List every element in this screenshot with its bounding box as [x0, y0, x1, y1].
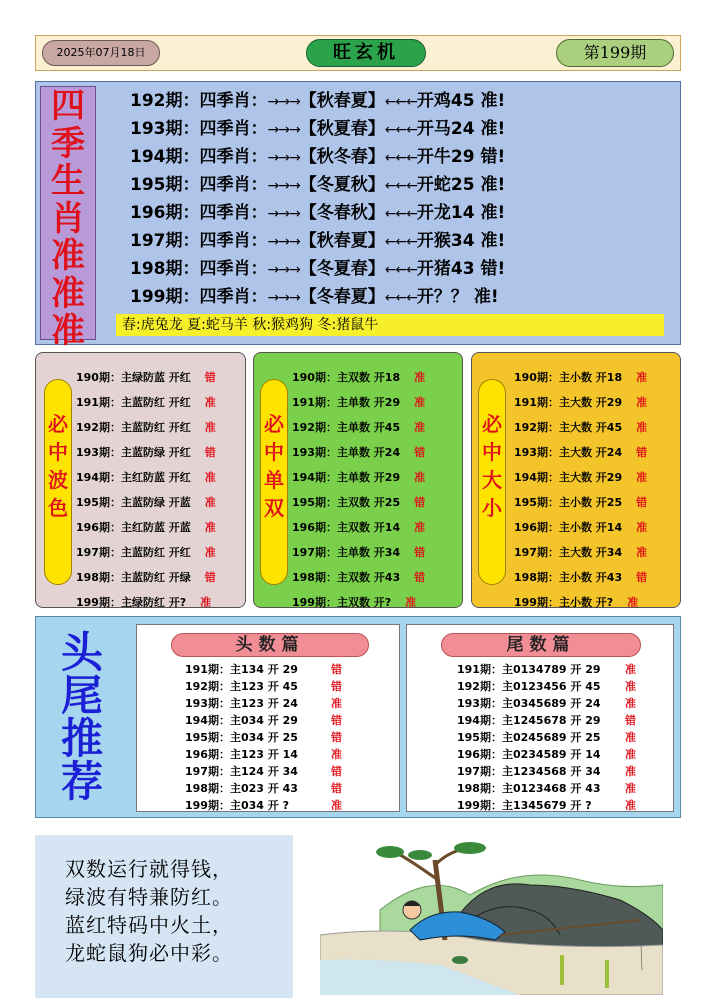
arrow-left-icon: ←←← — [384, 178, 417, 194]
result-row — [514, 465, 680, 490]
result-row-text: 193期：主蓝防绿 开红 — [76, 446, 191, 459]
result-row-verdict: 准 — [636, 521, 648, 534]
side-char: 必 — [48, 412, 68, 436]
season-row-period: 194期：四季肖： — [130, 147, 268, 167]
arrow-left-icon: ←←← — [384, 234, 417, 250]
arrow-right-icon: →→→ — [267, 234, 300, 250]
result-row — [514, 390, 680, 415]
result-row-text: 194期：主大数 开29 — [514, 471, 623, 484]
side-char: 中 — [264, 440, 284, 464]
result-row-verdict: 准 — [200, 596, 212, 609]
result-row — [76, 415, 245, 440]
result-row — [76, 540, 245, 565]
result-row — [292, 540, 462, 565]
result-row-text: 197期：主蓝防红 开红 — [76, 546, 191, 559]
result-row — [292, 515, 462, 540]
ht-row-verdict: 错 — [331, 680, 342, 693]
result-row-text: 191期：主蓝防红 开红 — [76, 396, 191, 409]
result-row-verdict: 准 — [204, 521, 216, 534]
result-row-verdict: 准 — [414, 421, 426, 434]
season-row-result: 开蛇25 准! — [416, 175, 506, 195]
season-row-result: 开猴34 准! — [416, 231, 506, 251]
poem-line: 蓝红特码中火土， — [65, 913, 233, 937]
season-row-period: 199期：四季肖： — [130, 287, 268, 307]
tail-number-row — [457, 712, 673, 729]
arrow-right-icon: →→→ — [267, 290, 300, 306]
side-char: 中 — [48, 440, 68, 464]
result-row-text: 197期：主单数 开34 — [292, 546, 401, 559]
tail-number-title: 尾数篇 — [441, 633, 641, 657]
result-row — [76, 365, 245, 390]
result-row — [292, 565, 462, 590]
result-row-verdict: 错 — [414, 571, 426, 584]
result-row-text: 190期：主小数 开18 — [514, 371, 623, 384]
ht-row-text: 195期：主0245689 开 25 — [457, 731, 601, 744]
arrow-left-icon: ←←← — [384, 94, 417, 110]
season-row — [130, 172, 505, 198]
ht-row-verdict: 错 — [331, 765, 342, 778]
result-row-verdict: 准 — [636, 471, 648, 484]
result-row-verdict: 准 — [414, 471, 426, 484]
arrow-right-icon: →→→ — [267, 94, 300, 110]
head-number-box — [136, 624, 400, 812]
result-row-text: 198期：主双数 开43 — [292, 571, 401, 584]
arrow-right-icon: →→→ — [267, 122, 300, 138]
result-row-text: 192期：主蓝防红 开红 — [76, 421, 191, 434]
season-row-picks: 【冬春秋】 — [299, 203, 385, 223]
result-row-verdict: 准 — [627, 596, 639, 609]
result-row — [292, 440, 462, 465]
result-row-verdict: 错 — [636, 496, 648, 509]
head-number-row — [185, 661, 399, 678]
ht-row-verdict: 准 — [625, 697, 636, 710]
result-row — [292, 415, 462, 440]
tail-number-row — [457, 678, 673, 695]
side-char: 双 — [264, 496, 284, 520]
arrow-right-icon: →→→ — [267, 262, 300, 278]
season-row — [130, 116, 505, 142]
ht-row-verdict: 准 — [625, 748, 636, 761]
poem-line: 绿波有特兼防红。 — [65, 885, 233, 909]
ht-row-text: 196期：主0234589 开 14 — [457, 748, 601, 761]
ht-row-text: 195期：主034 开 25 — [185, 731, 298, 744]
result-row-text: 192期：主大数 开45 — [514, 421, 623, 434]
result-row — [514, 540, 680, 565]
result-row — [76, 390, 245, 415]
season-row-picks: 【冬春夏】 — [299, 287, 385, 307]
side-char: 准 — [51, 236, 85, 276]
tail-number-row — [457, 746, 673, 763]
head-number-row — [185, 695, 399, 712]
result-row-verdict: 错 — [204, 446, 216, 459]
result-row-text: 191期：主单数 开29 — [292, 396, 401, 409]
result-row-text: 194期：主单数 开29 — [292, 471, 401, 484]
result-row — [76, 440, 245, 465]
ht-row-text: 192期：主123 开 45 — [185, 680, 298, 693]
side-char: 必 — [482, 412, 502, 436]
result-row-text: 195期：主小数 开25 — [514, 496, 623, 509]
result-row-verdict: 准 — [636, 371, 648, 384]
result-row — [514, 490, 680, 515]
fisherman-sleeping-illustration — [320, 840, 663, 995]
season-row-period: 198期：四季肖： — [130, 259, 268, 279]
arrow-right-icon: →→→ — [267, 206, 300, 222]
result-row-verdict: 准 — [204, 421, 216, 434]
result-row-text: 192期：主单数 开45 — [292, 421, 401, 434]
poem-line: 双数运行就得钱， — [65, 857, 233, 881]
result-row-text: 195期：主双数 开25 — [292, 496, 401, 509]
result-row — [76, 590, 245, 615]
result-row-verdict: 准 — [636, 421, 648, 434]
side-char: 小 — [482, 496, 502, 520]
result-row — [292, 365, 462, 390]
ht-row-text: 192期：主0123456 开 45 — [457, 680, 601, 693]
result-row-verdict: 准 — [405, 596, 417, 609]
side-char: 色 — [48, 496, 68, 520]
season-row — [130, 228, 505, 254]
result-row — [76, 465, 245, 490]
season-row-result: 开？？ 准! — [416, 287, 499, 307]
result-row-verdict: 错 — [636, 571, 648, 584]
four-seasons-section — [35, 81, 681, 351]
head-number-row — [185, 746, 399, 763]
issue-number: 第199期 — [556, 39, 674, 67]
result-row-verdict: 准 — [204, 546, 216, 559]
side-char: 荐 — [60, 757, 103, 806]
result-row — [292, 465, 462, 490]
result-row-text: 199期：主绿防红 开? — [76, 596, 187, 609]
ht-row-text: 199期：主1345679 开 ? — [457, 799, 592, 812]
side-char: 波 — [48, 468, 68, 492]
ht-row-text: 197期：主1234568 开 34 — [457, 765, 601, 778]
result-row-verdict: 错 — [414, 446, 426, 459]
ht-row-verdict: 准 — [625, 663, 636, 676]
side-char: 大 — [482, 468, 502, 492]
ht-row-verdict: 准 — [331, 799, 342, 812]
ht-row-verdict: 错 — [331, 782, 342, 795]
result-row — [514, 590, 680, 615]
tail-number-row — [457, 695, 673, 712]
arrow-left-icon: ←←← — [384, 262, 417, 278]
result-row — [514, 515, 680, 540]
ht-row-text: 199期：主034 开 ? — [185, 799, 289, 812]
ht-row-verdict: 准 — [625, 680, 636, 693]
ht-row-verdict: 错 — [331, 714, 342, 727]
result-row-verdict: 准 — [414, 521, 426, 534]
arrow-left-icon: ←←← — [384, 122, 417, 138]
page-header — [35, 35, 681, 71]
result-row-verdict: 准 — [204, 396, 216, 409]
ht-row-verdict: 错 — [331, 731, 342, 744]
date-label: 2025年07月18日 — [42, 40, 160, 66]
side-char: 中 — [482, 440, 502, 464]
result-row-verdict: 准 — [636, 396, 648, 409]
ht-row-verdict: 准 — [331, 748, 342, 761]
ht-row-text: 193期：主0345689 开 24 — [457, 697, 601, 710]
side-char: 四 — [51, 86, 85, 126]
result-row-text: 193期：主大数 开24 — [514, 446, 623, 459]
head-number-row — [185, 729, 399, 746]
result-row — [514, 365, 680, 390]
result-row-verdict: 准 — [204, 471, 216, 484]
big-small-panel — [471, 352, 681, 608]
result-row — [292, 490, 462, 515]
ht-row-text: 198期：主0123468 开 43 — [457, 782, 601, 795]
head-number-row — [185, 712, 399, 729]
head-number-row — [185, 763, 399, 780]
ht-row-verdict: 准 — [625, 782, 636, 795]
site-title: 旺玄机 — [306, 39, 426, 67]
result-row — [514, 415, 680, 440]
season-row-picks: 【冬夏秋】 — [299, 175, 385, 195]
ht-row-text: 194期：主1245678 开 29 — [457, 714, 601, 727]
ht-row-text: 193期：主123 开 24 — [185, 697, 298, 710]
arrow-left-icon: ←←← — [384, 206, 417, 222]
side-char: 头 — [60, 628, 103, 677]
season-row-picks: 【秋春夏】 — [299, 91, 385, 111]
ht-row-text: 196期：主123 开 14 — [185, 748, 298, 761]
side-char: 肖 — [51, 198, 85, 239]
ht-row-text: 191期：主0134789 开 29 — [457, 663, 601, 676]
result-row-text: 199期：主双数 开? — [292, 596, 392, 609]
ht-row-verdict: 准 — [331, 697, 342, 710]
result-row — [514, 565, 680, 590]
season-row-picks: 【秋春夏】 — [299, 231, 385, 251]
result-row — [76, 515, 245, 540]
head-number-row — [185, 678, 399, 695]
season-row-period: 193期：四季肖： — [130, 119, 268, 139]
tail-number-row — [457, 780, 673, 797]
odd-even-panel — [253, 352, 463, 608]
head-tail-section — [35, 616, 681, 818]
season-row — [130, 200, 505, 226]
result-row-verdict: 错 — [414, 496, 426, 509]
ht-row-verdict: 准 — [625, 799, 636, 812]
tail-number-row — [457, 763, 673, 780]
season-row — [130, 144, 505, 170]
season-row-picks: 【冬夏春】 — [299, 259, 385, 279]
ht-row-text: 194期：主034 开 29 — [185, 714, 298, 727]
ht-row-text: 198期：主023 开 43 — [185, 782, 298, 795]
season-row-result: 开龙14 准! — [416, 203, 506, 223]
season-row-period: 196期：四季肖： — [130, 203, 268, 223]
ht-row-verdict: 准 — [625, 765, 636, 778]
tail-number-box — [406, 624, 674, 812]
season-row-result: 开牛29 错! — [416, 147, 506, 167]
tail-number-row — [457, 729, 673, 746]
head-number-title: 头数篇 — [171, 633, 369, 657]
season-row-period: 197期：四季肖： — [130, 231, 268, 251]
season-row-result: 开马24 准! — [416, 119, 506, 139]
side-char: 生 — [51, 161, 85, 201]
arrow-left-icon: ←←← — [384, 150, 417, 166]
result-row-text: 196期：主小数 开14 — [514, 521, 623, 534]
result-row-text: 190期：主双数 开18 — [292, 371, 401, 384]
head-number-row — [185, 797, 399, 814]
four-seasons-side-title — [40, 86, 96, 351]
side-char: 准 — [51, 273, 85, 314]
side-char: 准 — [51, 311, 85, 351]
side-char: 尾 — [60, 671, 103, 720]
result-row-text: 193期：主单数 开24 — [292, 446, 401, 459]
result-row-text: 199期：主小数 开? — [514, 596, 614, 609]
season-row-result: 开猪43 错! — [416, 259, 506, 279]
result-row-verdict: 错 — [636, 446, 648, 459]
result-row-text: 195期：主蓝防绿 开蓝 — [76, 496, 191, 509]
wave-color-panel — [35, 352, 246, 608]
side-char: 季 — [51, 123, 85, 164]
result-row-verdict: 准 — [414, 371, 426, 384]
season-row-period: 195期：四季肖： — [130, 175, 268, 195]
season-row-result: 开鸡45 准! — [416, 91, 506, 111]
result-row — [514, 440, 680, 465]
season-row-period: 192期：四季肖： — [130, 91, 268, 111]
arrow-right-icon: →→→ — [267, 150, 300, 166]
result-row-text: 196期：主双数 开14 — [292, 521, 401, 534]
head-number-row — [185, 780, 399, 797]
result-row-text: 190期：主绿防蓝 开红 — [76, 371, 191, 384]
side-char: 推 — [60, 714, 103, 763]
poem-box — [35, 835, 293, 998]
ht-row-text: 197期：主124 开 34 — [185, 765, 298, 778]
season-row — [130, 88, 505, 114]
result-row-verdict: 错 — [414, 546, 426, 559]
season-row-picks: 【秋冬春】 — [299, 147, 385, 167]
result-row-text: 191期：主大数 开29 — [514, 396, 623, 409]
result-row — [76, 490, 245, 515]
side-char: 单 — [264, 468, 284, 492]
season-row — [130, 284, 499, 310]
season-row-picks: 【秋夏春】 — [299, 119, 385, 139]
illustration-svg — [320, 840, 663, 995]
result-row-verdict: 准 — [636, 546, 648, 559]
ht-row-verdict: 错 — [625, 714, 636, 727]
side-char: 必 — [264, 412, 284, 436]
ht-row-verdict: 错 — [331, 663, 342, 676]
season-legend: 春:虎兔龙 夏:蛇马羊 秋:猴鸡狗 冬:猪鼠牛 — [116, 314, 664, 336]
season-row — [130, 256, 505, 282]
result-row — [76, 565, 245, 590]
tail-number-row — [457, 797, 673, 814]
result-row-verdict: 错 — [204, 371, 216, 384]
result-row-text: 196期：主红防蓝 开蓝 — [76, 521, 191, 534]
result-row-verdict: 错 — [204, 571, 216, 584]
poem-line: 龙蛇鼠狗必中彩。 — [65, 941, 233, 965]
tail-number-row — [457, 661, 673, 678]
arrow-right-icon: →→→ — [267, 178, 300, 194]
head-tail-side-title — [42, 628, 122, 806]
ht-row-verdict: 准 — [625, 731, 636, 744]
result-row-verdict: 准 — [414, 396, 426, 409]
result-row-text: 198期：主小数 开43 — [514, 571, 623, 584]
result-row-text: 194期：主红防蓝 开红 — [76, 471, 191, 484]
ht-row-text: 191期：主134 开 29 — [185, 663, 298, 676]
result-row-verdict: 准 — [204, 496, 216, 509]
arrow-left-icon: ←←← — [384, 290, 417, 306]
result-row-text: 198期：主蓝防红 开绿 — [76, 571, 191, 584]
result-row — [292, 590, 462, 615]
result-row-text: 197期：主大数 开34 — [514, 546, 623, 559]
result-row — [292, 390, 462, 415]
